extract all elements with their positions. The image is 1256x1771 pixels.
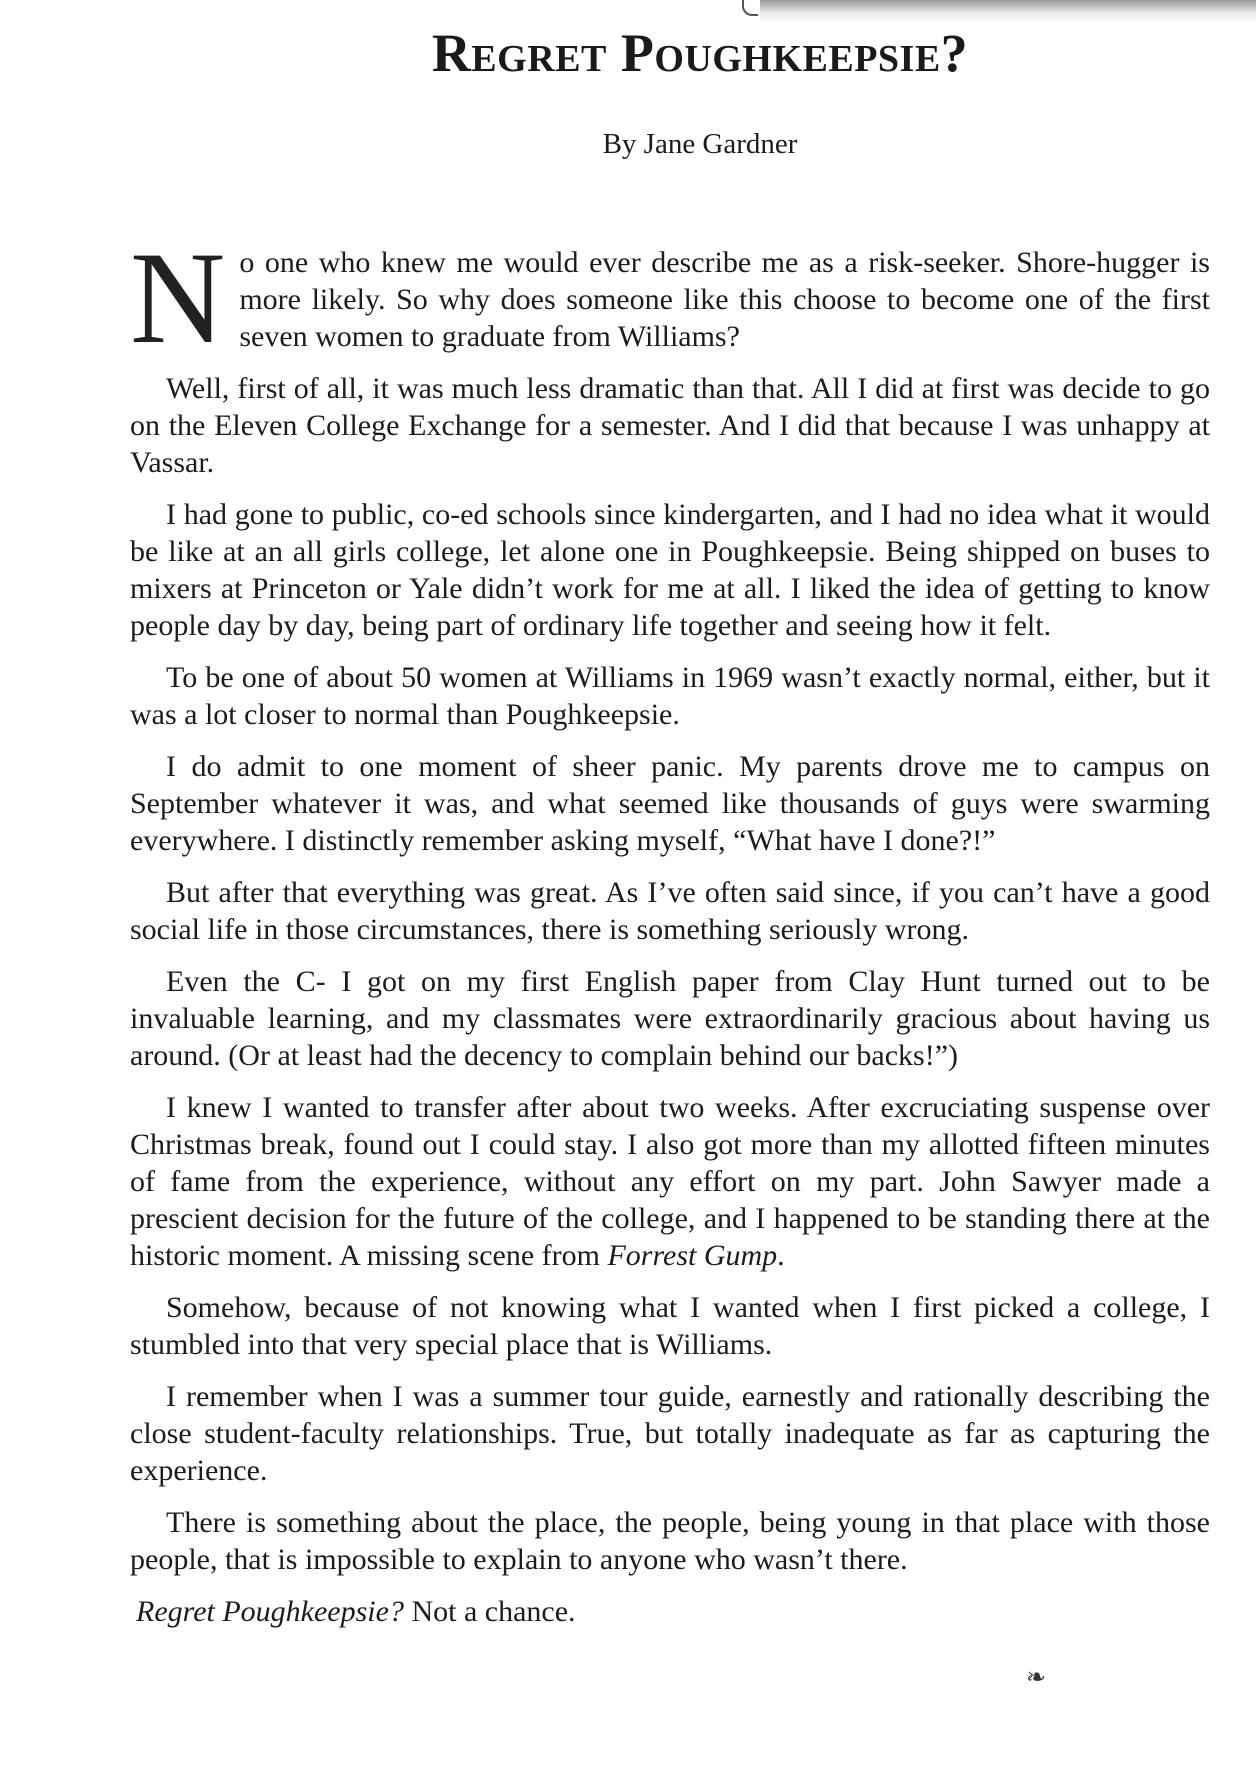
closing-text: Not a chance.	[403, 1595, 576, 1628]
article-body	[130, 224, 1210, 1630]
closing-italic: Regret Poughkeepsie?	[136, 1595, 404, 1628]
paragraph-5: I do admit to one moment of sheer panic. My parents drove me to campus on September whatever it was, and what seemed like thousands of guys were swarming everywhere. I distinctly remember asking myself, “What have I done?!”	[130, 750, 1210, 857]
paragraph-7: Even the C- I got on my first English paper from Clay Hunt turned out to be invaluable learning, and my classmates were extraordinarily gracious about having us around. (Or at least had the decency to complain behind our backs!”)	[130, 965, 1210, 1072]
article-title: Regret Poughkeepsie?	[431, 23, 969, 83]
film-suffix: .	[777, 1239, 785, 1272]
paragraph-9: Somehow, because of not knowing what I wanted when I first picked a college, I stumbled into that very special place that is Williams.	[130, 1291, 1210, 1361]
drop-cap: N	[130, 224, 226, 371]
film-title: Forrest Gump	[607, 1239, 778, 1272]
paragraph-1-text: o one who knew me would ever describe me as a risk-seeker. Shore-hugger is more likely. So why does someone like this choose to become one of the first seven women to graduate from Williams?	[239, 246, 1210, 353]
end-ornament-icon: ❧	[1026, 1663, 1047, 1691]
paragraph-3: I had gone to public, co-ed schools since kindergarten, and I had no idea what it would be like at an all girls college, let alone one in Poughkeepsie. Being shipped on buses to mixers at Princeton or Yale didn’t work for me at all. I liked the idea of getting to know people day by day, being part of ordinary life together and seeing how it felt.	[130, 498, 1210, 642]
paragraph-8-text: I knew I wanted to transfer after about two weeks. After excruciating suspense over Christmas break, found out I could stay. I also got more than my allotted fifteen minutes of fame from the experience, without any effort on my part. John Sawyer made a prescient decision for the future of the college, and I happened to be standing there at the historic moment. A missing scene from	[130, 1091, 1210, 1272]
article-byline: By Jane Gardner	[602, 128, 798, 160]
article-page	[130, 0, 1210, 1645]
paragraph-4: To be one of about 50 women at Williams in 1969 wasn’t exactly normal, either, but it was a lot closer to normal than Poughkeepsie.	[130, 661, 1210, 731]
paragraph-2: Well, first of all, it was much less dramatic than that. All I did at first was decide to go on the Eleven College Exchange for a semester. And I did that because I was unhappy at Vassar.	[130, 372, 1210, 479]
paragraph-8	[130, 1089, 1210, 1274]
paragraph-10: I remember when I was a summer tour guide, earnestly and rationally describing the close student-faculty relationships. True, but totally inadequate as far as capturing the experience.	[130, 1380, 1210, 1487]
paragraph-11: There is something about the place, the people, being young in that place with those people, that is impossible to explain to anyone who wasn’t there.	[130, 1506, 1210, 1576]
closing-line	[130, 1593, 1210, 1630]
paragraph-1	[130, 224, 1210, 371]
paragraph-6: But after that everything was great. As I’ve often said since, if you can’t have a good social life in those circumstances, there is something seriously wrong.	[130, 876, 1210, 946]
